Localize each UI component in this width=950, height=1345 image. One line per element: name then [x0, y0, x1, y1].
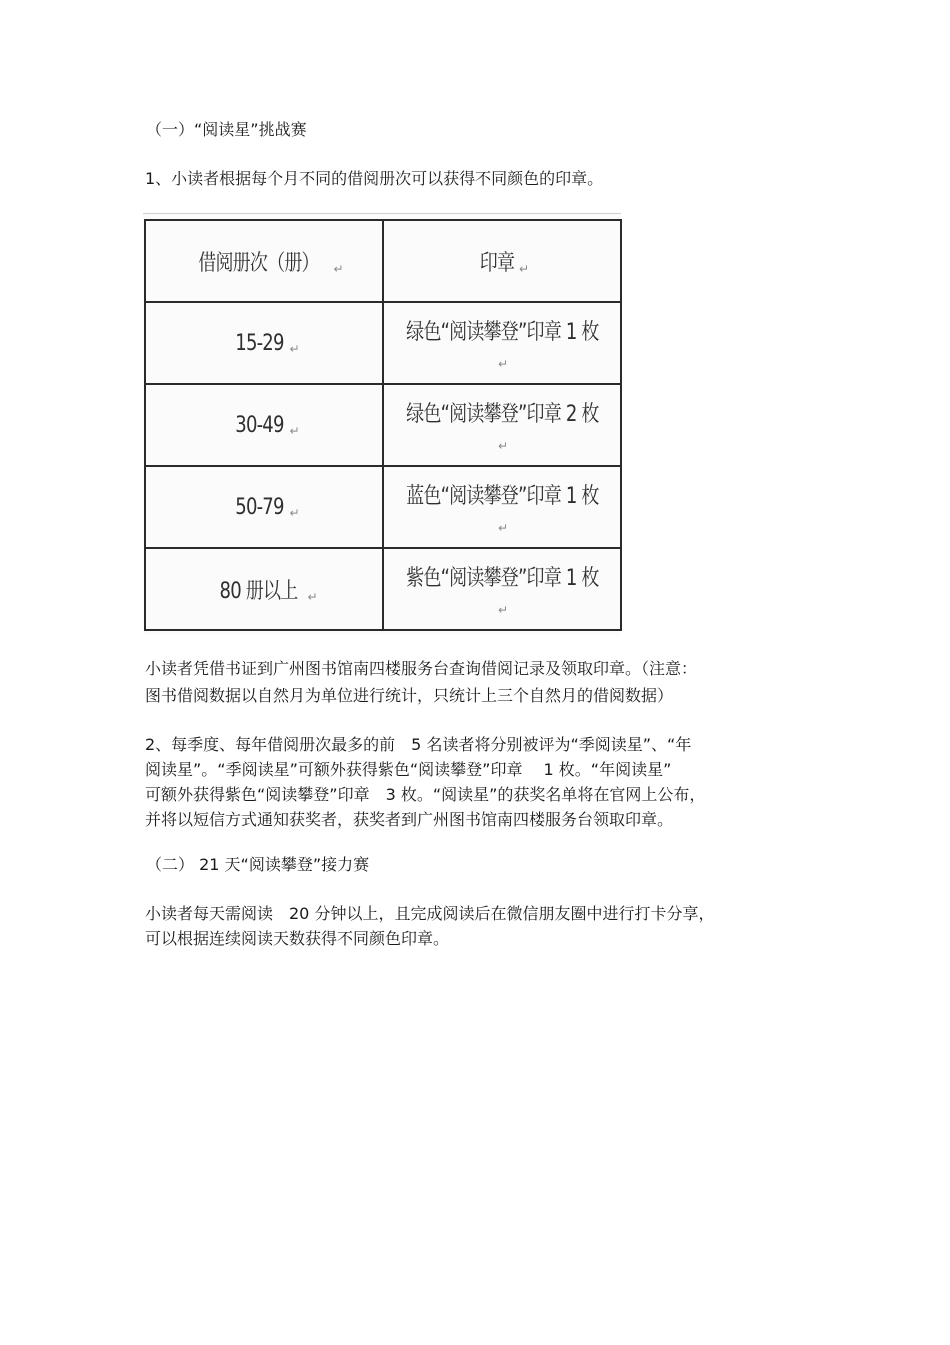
table-cell: [383, 302, 621, 384]
table-cell: [145, 466, 383, 548]
table-cell: [145, 548, 383, 630]
table-header-cell: [383, 220, 621, 302]
return-mark-icon: ↵: [333, 261, 343, 276]
return-mark-icon: ↵: [307, 589, 317, 604]
note-line-2: 图书借阅数据以自然月为单位进行统计，只统计上三个自然月的借阅数据）: [145, 686, 674, 705]
table-row: [145, 466, 621, 548]
section2-line-2: 可以根据连续阅读天数获得不同颜色印章。: [145, 929, 450, 948]
table-row: [145, 384, 621, 466]
section1-item1: 1、小读者根据每个月不同的借阅册次可以获得不同颜色的印章。: [145, 169, 604, 188]
table-header-row: [145, 220, 621, 302]
table-cell-range: 30-49: [234, 412, 284, 438]
table-cell-range: 50-79: [234, 494, 284, 520]
return-mark-icon: ↵: [289, 341, 299, 356]
table-cell: [383, 384, 621, 466]
return-mark-icon: ↵: [497, 521, 508, 535]
table-header-cell: [145, 220, 383, 302]
stamp-table: [144, 219, 622, 631]
table-cell-stamp: 蓝色“阅读攀登”印章 1 枚: [405, 484, 599, 509]
table-cell-range: 15-29: [234, 330, 284, 356]
table-header-borrow-count: 借阅册次（册）: [198, 250, 320, 276]
return-mark-icon: ↵: [497, 357, 508, 371]
item2-line-2: 阅读星”。“季阅读星”可额外获得紫色“阅读攀登”印章 1 枚。“年阅读星”: [145, 760, 672, 779]
table-row: [145, 548, 621, 630]
note-line-1: 小读者凭借书证到广州图书馆南四楼服务台查询借阅记录及领取印章。（注意：: [145, 659, 698, 678]
table-cell-stamp: 紫色“阅读攀登”印章 1 枚: [405, 566, 599, 591]
return-mark-icon: ↵: [497, 603, 508, 617]
item2-line-1: 2、每季度、每年借阅册次最多的前 5 名读者将分别被评为“季阅读星”、“年: [145, 735, 692, 754]
section1-heading: （一）“阅读星”挑战赛: [146, 120, 307, 139]
section2-heading: （二） 21 天“阅读攀登”接力赛: [146, 855, 370, 874]
table-cell: [383, 548, 621, 630]
table-cell: [145, 302, 383, 384]
table-cell-range: 80 册以上: [220, 578, 298, 604]
table-cell-stamp: 绿色“阅读攀登”印章 1 枚: [405, 320, 599, 345]
return-mark-icon: ↵: [518, 261, 529, 276]
return-mark-icon: ↵: [289, 423, 299, 438]
item2-line-3: 可额外获得紫色“阅读攀登”印章 3 枚。“阅读星”的获奖名单将在官网上公布，: [145, 785, 706, 804]
stamp-table-image: [143, 213, 621, 635]
return-mark-icon: ↵: [497, 439, 508, 453]
table-cell: [145, 384, 383, 466]
table-header-stamp: 印章: [479, 250, 515, 276]
item2-line-4: 并将以短信方式通知获奖者，获奖者到广州图书馆南四楼服务台领取印章。: [145, 810, 674, 829]
table-cell-stamp: 绿色“阅读攀登”印章 2 枚: [405, 402, 599, 427]
section2-line-1: 小读者每天需阅读 20 分钟以上，且完成阅读后在微信朋友圈中进行打卡分享，: [145, 904, 715, 923]
table-row: [145, 302, 621, 384]
return-mark-icon: ↵: [289, 505, 299, 520]
table-cell: [383, 466, 621, 548]
